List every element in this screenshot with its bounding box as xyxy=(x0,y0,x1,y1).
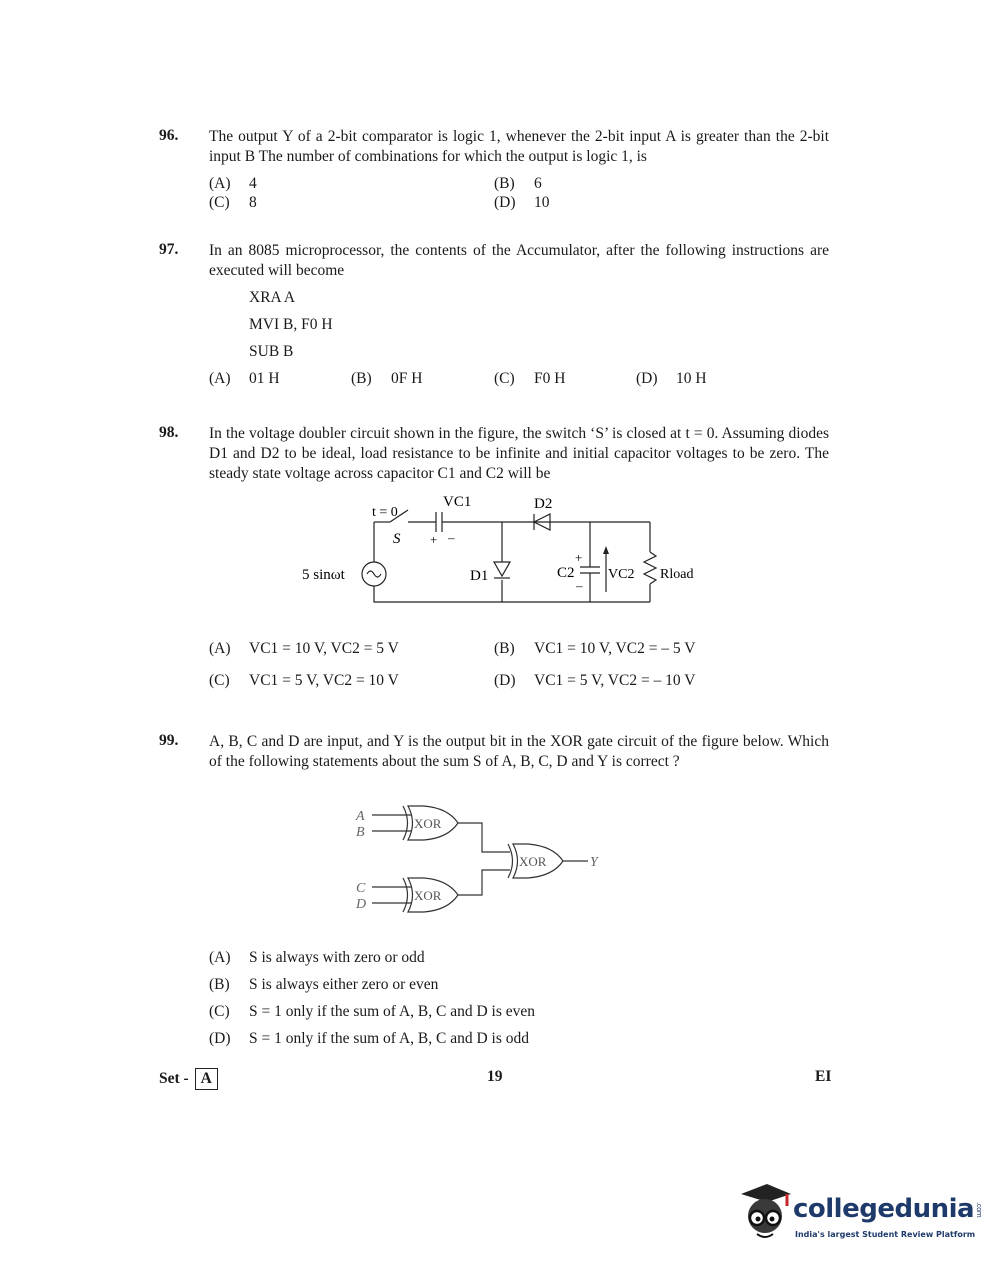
option-a[interactable]: (A) 01 H xyxy=(209,370,280,387)
q99-option-d[interactable]: (D) S = 1 only if the sum of A, B, C and D is odd xyxy=(209,1030,529,1047)
question-text: In an 8085 microprocessor, the contents of the Accumulator, after the following instructions are executed will become xyxy=(209,242,829,279)
arrow-head xyxy=(603,546,609,554)
option-c[interactable]: (C) F0 H xyxy=(494,370,566,387)
d2-label: D2 xyxy=(534,496,553,512)
xor-label-2: XOR xyxy=(519,854,547,869)
option-b[interactable]: (B) 0F H xyxy=(351,370,423,387)
question-text: In the voltage doubler circuit shown in the figure, the switch ‘S’ is closed at t = 0. Assuming diodes D1 and D2 to be ideal, load resistance to be infinite and initial capacitor voltages to be zero. The steady state voltage across capacitor C1 and C2 will be xyxy=(209,425,829,482)
option-b[interactable]: (B) 6 xyxy=(494,175,542,192)
option-c[interactable]: (C) 8 xyxy=(209,194,257,211)
set-box: A xyxy=(195,1068,218,1090)
wire xyxy=(458,823,510,852)
sine-symbol xyxy=(367,571,381,577)
c2-plus: + xyxy=(575,550,583,565)
question-96 xyxy=(159,127,829,217)
output-y-label: Y xyxy=(590,855,598,870)
xor-label-3: XOR xyxy=(414,888,442,903)
diode-d1 xyxy=(494,562,510,578)
option-d[interactable]: (D) 10 H xyxy=(636,370,707,387)
question-text: A, B, C and D are input, and Y is the output bit in the XOR gate circuit of the figure below. Which of the following statements about the sum S of A, B, C, D and Y is correct ? xyxy=(209,733,829,770)
wire xyxy=(374,586,650,602)
instruction-line: SUB B xyxy=(249,343,294,360)
d1-label: D1 xyxy=(470,568,489,584)
collegedunia-logo[interactable] xyxy=(735,1180,984,1250)
footer-set xyxy=(159,1068,218,1090)
vc2-label: VC2 xyxy=(608,567,635,582)
xor-gate-input-curve xyxy=(403,806,408,840)
q99-option-a[interactable]: (A) S is always with zero or odd xyxy=(209,949,425,966)
input-d-label: D xyxy=(356,897,367,912)
source-label: 5 sinωt xyxy=(302,567,345,583)
c1-plus: + xyxy=(430,532,438,547)
xor-gate-input-curve xyxy=(403,878,408,912)
option-d[interactable]: (D) 10 xyxy=(494,194,550,211)
question-number: 98. xyxy=(159,424,179,441)
question-text: The output Y of a 2-bit comparator is logic 1, whenever the 2-bit input A is greater than the 2-bit input B The number of combinations for which the output is logic 1, is xyxy=(209,128,829,165)
resistor xyxy=(644,552,656,584)
input-b-label: B xyxy=(356,825,365,840)
q98-option-d[interactable]: (D) VC1 = 5 V, VC2 = – 10 V xyxy=(494,672,696,689)
xor-label-1: XOR xyxy=(414,816,442,831)
switch-label: S xyxy=(393,531,401,547)
question-97 xyxy=(159,241,829,391)
c2-label: C2 xyxy=(557,565,575,581)
q99-option-c[interactable]: (C) S = 1 only if the sum of A, B, C and D is even xyxy=(209,1003,536,1020)
instruction-line: XRA A xyxy=(249,289,296,306)
page-number: 19 xyxy=(487,1068,503,1085)
switch-time-label: t = 0 xyxy=(372,505,398,520)
instruction-line: MVI B, F0 H xyxy=(249,316,333,333)
wire xyxy=(458,870,510,895)
rload-label: Rload xyxy=(660,567,694,582)
set-label: Set - xyxy=(159,1070,189,1087)
logo-wordmark: collegedunia.com xyxy=(793,1194,984,1224)
q98-option-a[interactable]: (A) VC1 = 10 V, VC2 = 5 V xyxy=(209,640,399,657)
q98-option-b[interactable]: (B) VC1 = 10 V, VC2 = – 5 V xyxy=(494,640,696,657)
q98-option-c[interactable]: (C) VC1 = 5 V, VC2 = 10 V xyxy=(209,672,399,689)
input-c-label: C xyxy=(356,881,366,896)
question-number: 97. xyxy=(159,241,179,258)
c2-minus: – xyxy=(576,578,583,593)
input-a-label: A xyxy=(356,809,365,824)
vc1-label: VC1 xyxy=(443,494,472,510)
question-number: 99. xyxy=(159,732,179,749)
question-number: 96. xyxy=(159,127,179,144)
logo-tagline: India's largest Student Review Platform xyxy=(795,1230,976,1239)
q99-option-b[interactable]: (B) S is always either zero or even xyxy=(209,976,439,993)
mascot-icon xyxy=(735,1180,793,1246)
xor-gate-input-curve xyxy=(508,844,513,878)
c1-minus: – xyxy=(448,530,455,545)
subject-code: EI xyxy=(815,1068,832,1085)
voltage-doubler-circuit xyxy=(290,490,710,610)
option-a[interactable]: (A) 4 xyxy=(209,175,257,192)
xor-gate-circuit xyxy=(350,800,610,920)
